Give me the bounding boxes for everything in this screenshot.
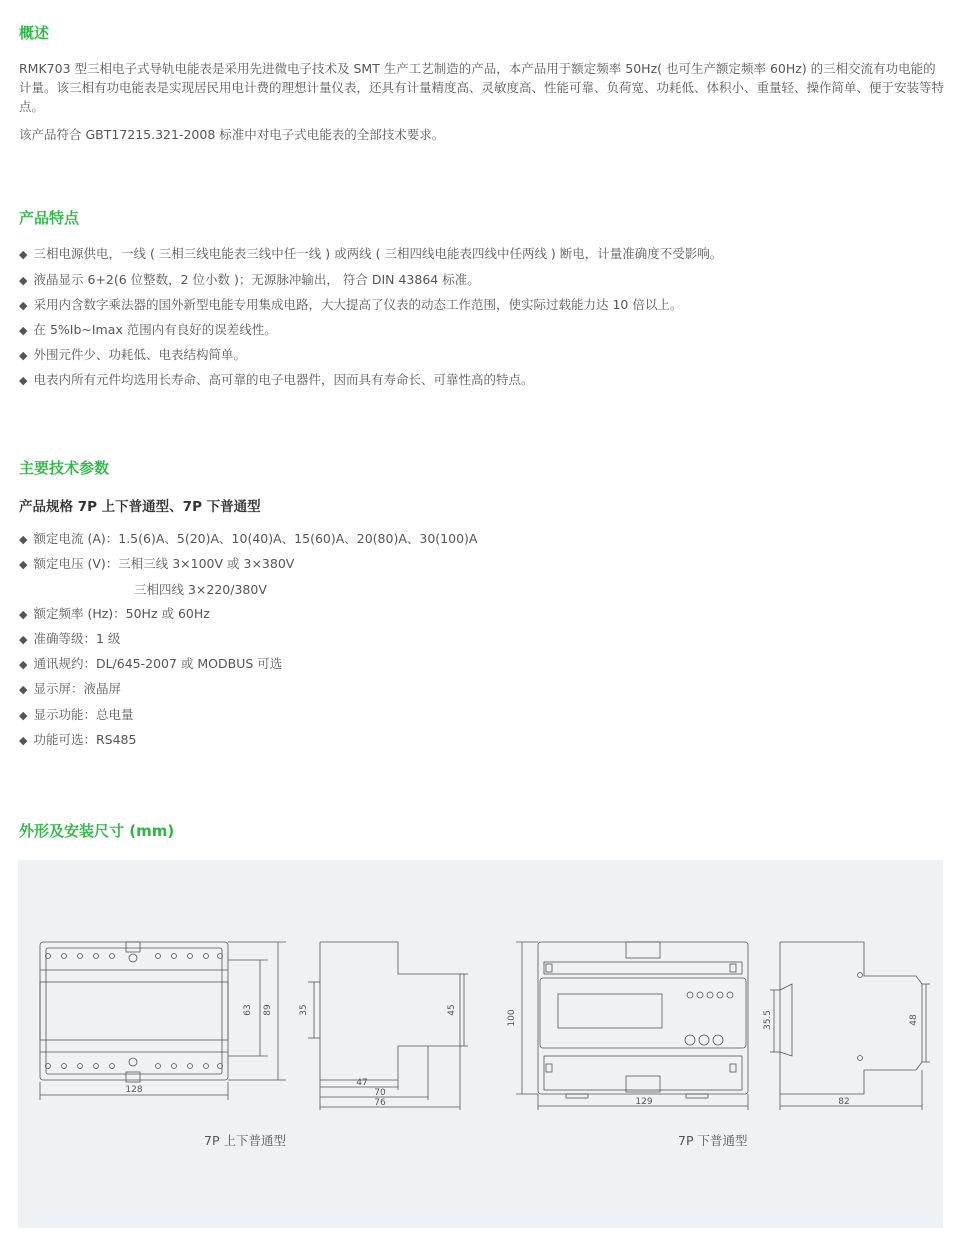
specs-subtitle: 产品规格 7P 上下普通型、7P 下普通型 [19,499,261,515]
right-side-35-5-label: 35.5 [763,1009,773,1031]
feature-item: ◆ 外围元件少、功耗低、电表结构简单。 [19,347,246,362]
diamond-icon: ◆ [19,248,28,261]
spec-item: ◆ 准确等级：1 级 [19,631,121,646]
left-side-35-label: 35 [299,1004,309,1016]
overview-standard-paragraph: 该产品符合 GBT17215.321-2008 标准中对电子式电能表的全部技术要求。 [19,127,445,142]
diamond-icon: ◆ [19,683,28,696]
right-height-label: 100 [507,1009,517,1027]
left-side-45-label: 45 [447,1004,457,1016]
diamond-icon: ◆ [19,324,28,337]
diamond-icon: ◆ [19,349,28,362]
features-title: 产品特点 [19,209,80,227]
specs-title: 主要技术参数 [19,459,110,477]
right-drawing-caption: 7P 下普通型 [678,1133,748,1148]
spec-item: ◆ 额定频率 (Hz)：50Hz 或 60Hz [19,606,210,621]
feature-item: ◆ 电表内所有元件均选用长寿命、高可靠的电子电器件，因而具有寿命长、可靠性高的特点。 [19,372,534,387]
diamond-icon: ◆ [19,608,28,621]
feature-item: ◆ 采用内含数字乘法器的国外新型电能专用集成电路，大大提高了仪表的动态工作范围，使实际过载能力达 10 倍以上。 [19,297,683,312]
left-height-63-label: 63 [243,1004,253,1016]
left-drawing-caption: 7P 上下普通型 [204,1133,286,1148]
dimension-drawings [18,860,943,1228]
right-side-view [770,942,930,1110]
left-side-47-label: 47 [356,1078,368,1088]
feature-item: ◆ 在 5%Ib~Imax 范围内有良好的误差线性。 [19,322,277,337]
spec-item: ◆ 功能可选：RS485 [19,732,137,747]
left-width-label: 128 [125,1085,143,1095]
spec-voltage-line2: 三相四线 3×220/380V [134,582,267,597]
spec-item: ◆ 显示屏：液晶屏 [19,681,121,696]
diamond-icon: ◆ [19,299,28,312]
diamond-icon: ◆ [19,709,28,722]
diamond-icon: ◆ [19,533,28,546]
diamond-icon: ◆ [19,274,28,287]
left-side-view [308,942,468,1110]
spec-item: ◆ 显示功能：总电量 [19,707,134,722]
spec-item: ◆ 额定电压 (V)：三相三线 3×100V 或 3×380V [19,556,295,571]
feature-item: ◆ 液晶显示 6+2(6 位整数，2 位小数 )；无源脉冲输出， 符合 DIN 43864 标准。 [19,272,480,287]
feature-item: ◆ 三相电源供电，一线 ( 三相三线电能表三线中任一线 ) 或两线 ( 三相四线电能表四线中任两线 ) 断电，计量准确度不受影响。 [19,246,723,261]
overview-paragraph: RMK703 型三相电子式导轨电能表是采用先进微电子技术及 SMT 生产工艺制造的产品，本产品用于额定频率 50Hz( 也可生产额定频率 60Hz) 的三相交流有功电能的计量。该三相有功电能表是实现居民用电计费的理想计量仪表，还具有计量精度高、灵敏度高、性能可靠、负荷宽、功耗低、体积小、重量轻、操作简单、便于安装等特点。 [19,61,945,114]
right-width-label: 129 [635,1097,653,1107]
left-front-view [40,942,286,1100]
right-side-48-label: 48 [909,1014,919,1026]
spec-item: ◆ 通讯规约：DL/645-2007 或 MODBUS 可选 [19,656,283,671]
diamond-icon: ◆ [19,558,28,571]
right-side-82-label: 82 [838,1097,850,1107]
dimension-drawings-panel [18,860,943,1228]
overview-title: 概述 [19,24,50,42]
right-front-view [516,942,748,1110]
diamond-icon: ◆ [19,374,28,387]
diamond-icon: ◆ [19,633,28,646]
spec-item: ◆ 额定电流 (A)：1.5(6)A、5(20)A、10(40)A、15(60)A、20(80)A、30(100)A [19,531,478,546]
left-side-76-label: 76 [374,1098,386,1108]
dimensions-title: 外形及安装尺寸 (mm) [19,822,175,840]
diamond-icon: ◆ [19,734,28,747]
left-height-89-label: 89 [263,1004,273,1016]
diamond-icon: ◆ [19,658,28,671]
left-side-70-label: 70 [374,1088,386,1098]
